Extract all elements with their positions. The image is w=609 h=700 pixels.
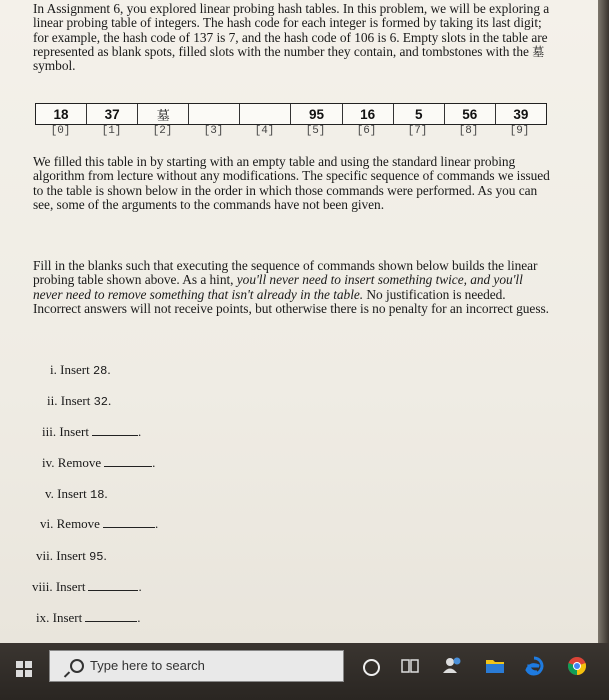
chrome-icon[interactable] <box>567 656 585 674</box>
table-cell <box>240 104 291 124</box>
instructions-paragraph <box>33 259 553 316</box>
task-view-icon[interactable] <box>401 657 419 675</box>
answer-blank[interactable] <box>88 579 138 591</box>
table-index: [7] <box>407 125 428 137</box>
answer-blank[interactable] <box>85 610 137 622</box>
table-cell: 95 <box>291 104 342 124</box>
instructions-text-end: No justification is needed. Incorrect answers will not receive points, but otherwise there is no penalty for an incorrect guess. <box>33 286 549 316</box>
command-item: iii. Insert . <box>42 424 142 439</box>
table-cell: 18 <box>36 104 87 124</box>
answer-blank[interactable] <box>104 455 152 467</box>
search-placeholder: Type here to search <box>90 658 205 673</box>
command-item: i. Insert 28. <box>50 362 111 378</box>
taskbar-search-box[interactable] <box>49 650 344 682</box>
table-cell: 37 <box>87 104 138 124</box>
command-item: iv. Remove . <box>42 455 156 470</box>
command-item: viii. Insert . <box>32 579 142 594</box>
command-item: ix. Insert . <box>36 610 141 625</box>
intro-paragraph <box>33 2 553 73</box>
search-icon <box>70 659 84 673</box>
command-item: ii. Insert 32. <box>47 393 112 409</box>
description-paragraph: We filled this table in by starting with an empty table and using the standard linear probing algorithm from lecture without any modifications. The specific sequence of commands we issued to the table is shown below in the order in which those commands were performed. As you can see, some of the arguments to the commands have not been given. <box>33 154 550 212</box>
table-index: [8] <box>458 125 479 137</box>
table-index: [3] <box>203 125 224 137</box>
windows-start-icon[interactable] <box>16 661 32 677</box>
tombstone-symbol: 墓 <box>156 108 170 124</box>
intro-text: In Assignment 6, you explored linear probing hash tables. In this problem, we will be exploring a linear probing table of integers. The hash code for each integer is formed by taking its last digit; for example, the hash code of 137 is 7, and the hash code of 106 is 6. Empty slots in the table are represented as blank spots, filled slots with the number they contain, and tombstones with the <box>33 1 550 59</box>
table-cell: 16 <box>343 104 394 124</box>
table-index: [6] <box>356 125 377 137</box>
table-cell: 5 <box>394 104 445 124</box>
table-index: [0] <box>50 125 71 137</box>
page-edge-shadow <box>598 0 609 643</box>
table-index: [9] <box>509 125 530 137</box>
people-icon[interactable] <box>443 656 461 674</box>
table-index: [4] <box>254 125 275 137</box>
table-cell-tombstone <box>138 104 189 124</box>
answer-blank[interactable] <box>103 516 155 528</box>
table-indices <box>35 125 545 137</box>
command-item: v. Insert 18. <box>45 486 108 502</box>
command-item: vi. Remove . <box>40 516 159 531</box>
table-cell: 56 <box>445 104 496 124</box>
table-index: [2] <box>152 125 173 137</box>
tombstone-symbol: 墓 <box>532 44 545 59</box>
cortana-icon[interactable] <box>363 659 380 676</box>
table-index: [1] <box>101 125 122 137</box>
instructions-hint: you'll never need to insert something twice, and you'll never need to remove something that isn't already in the table. <box>33 272 523 302</box>
answer-blank[interactable] <box>92 424 138 436</box>
table-cell <box>189 104 240 124</box>
table-cell: 39 <box>513 106 529 122</box>
hash-table <box>35 103 547 125</box>
command-item: vii. Insert 95. <box>36 548 107 564</box>
intro-end-text: symbol. <box>33 58 76 74</box>
table-index: [5] <box>305 125 326 137</box>
edge-icon[interactable] <box>524 656 542 674</box>
file-explorer-icon[interactable] <box>485 656 503 674</box>
instructions-text: Fill in the blanks such that executing the sequence of commands shown below builds the linear probing table shown above. As a hint, <box>33 258 538 288</box>
